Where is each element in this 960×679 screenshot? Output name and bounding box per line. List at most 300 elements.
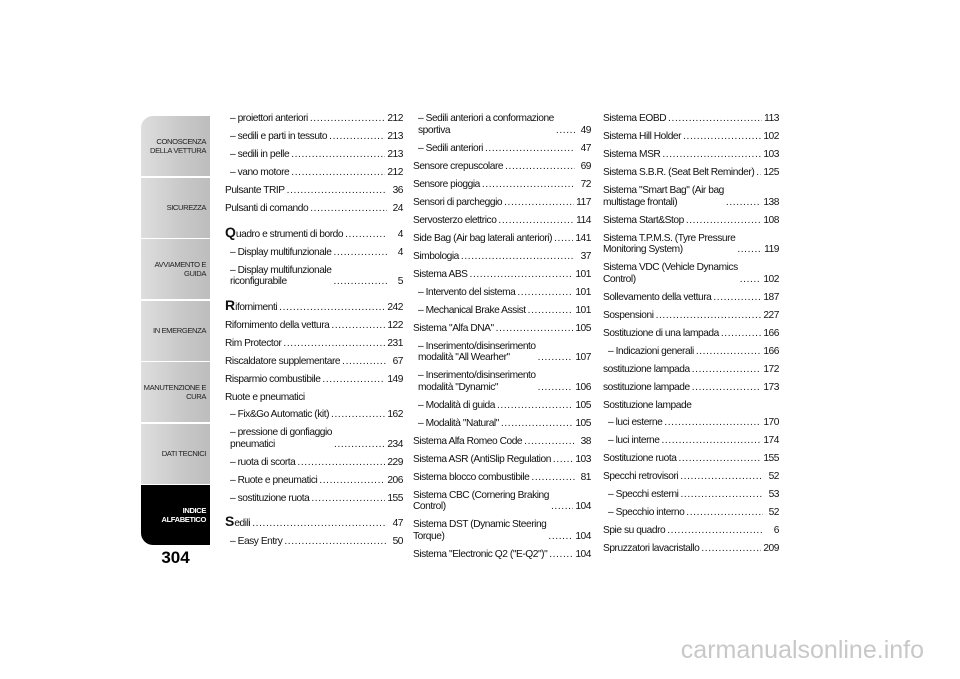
entry-label [413,323,494,335]
entry-page: 69 [580,160,591,172]
entry-page: 166 [763,345,779,357]
entry-page: 149 [387,373,403,385]
entry-page: 105 [575,322,591,334]
dot-leader [538,352,574,364]
entry-text: Side Bag (Air bag laterali anteriori) [413,232,553,244]
index-entry [225,392,403,404]
entry-page: 227 [763,309,779,321]
entry-page: 138 [763,196,779,208]
entry-page: 213 [387,149,403,160]
entry-text: sostituzione lampade [603,381,690,393]
index-column-2 [413,113,591,567]
index-entry [413,269,591,281]
dot-leader [553,454,573,466]
page-number: 304 [161,548,190,567]
entry-label [603,435,659,447]
dot-leader [538,382,574,394]
dot-leader [528,305,574,317]
dot-leader [554,233,573,245]
index-entry [413,400,591,412]
dot-leader [517,287,573,299]
dot-leader [342,356,387,368]
entry-text: – Fix&Go Automatic (kit) [230,409,330,420]
dot-leader [291,149,385,161]
entry-text: Sistema MSR [603,149,661,160]
entry-page: 242 [387,301,403,313]
index-entry [603,233,779,256]
index-entry [225,536,403,548]
entry-page: 234 [387,438,403,450]
entry-text: Sistema "Electronic Q2 ("E-Q2")" [413,548,548,560]
entry-label [603,382,690,394]
entry-text: Spruzzatori lavacristallo [603,543,700,554]
entry-label [225,185,285,197]
entry-label [603,543,699,555]
entry-label [603,262,738,285]
dot-leader [311,493,385,505]
entry-page: 103 [575,453,591,465]
entry-label [413,472,529,484]
index-entry [603,382,779,394]
entry-label [413,215,496,227]
index-entry [225,247,403,259]
entry-page: 101 [575,268,591,280]
entry-page: 24 [392,203,403,214]
entry-page: 49 [580,124,591,136]
dot-leader [656,310,762,322]
entry-page: 53 [768,489,779,500]
entry-text: Sospensioni [603,309,654,321]
dot-leader [548,531,573,543]
entry-text: Sostituzione ruota [603,453,677,464]
entry-text: – Mechanical Brake Assist [418,304,526,316]
entry-label [225,392,305,404]
entry-page: 117 [576,196,591,208]
section-tab[interactable]: CONOSCENZA DELLA VETTURA [141,116,210,176]
entry-text: Sistema EOBD [603,113,667,124]
dot-leader [756,167,761,179]
index-entry [603,471,779,483]
index-entry [603,185,779,208]
entry-text: – Modalità "Natural" [418,417,499,429]
entry-label [603,328,719,340]
entry-page: 166 [763,327,779,339]
entry-page: 170 [763,417,779,428]
entry-text: – Modalità di guida [418,399,495,411]
dot-leader [664,417,761,429]
entry-text: – sostituzione ruota [230,492,310,504]
index-entry [413,251,591,263]
entry-label [603,400,691,412]
index-entry [225,223,403,241]
entry-label [225,203,308,215]
entry-label [603,417,662,429]
entry-text: – sedili e parti in tessuto [230,131,328,142]
entry-label [413,179,480,191]
entry-page: 104 [575,530,591,542]
entry-page: 213 [387,131,403,142]
section-tab[interactable]: SICUREZZA [141,178,210,238]
index-entry [413,370,591,393]
index-entry [603,364,779,376]
entry-text: – luci esterne [608,417,663,428]
entry-text: Sistema Hill Holder [603,131,682,142]
entry-text: – Display multifunzionale [230,246,332,258]
entry-label [413,233,552,245]
entry-label [225,296,278,314]
entry-page: 38 [580,435,591,447]
entry-label [225,247,331,259]
dot-leader [322,374,385,386]
dot-leader [331,320,385,332]
entry-label [225,374,320,386]
dot-leader [461,251,575,263]
entry-label [603,113,666,125]
entry-page: 122 [387,319,403,331]
entry-label [603,346,694,358]
dot-leader [505,161,575,173]
entry-text: – vano motore [230,167,290,178]
entry-label [603,364,690,376]
index-entry [603,453,779,465]
index-entry [603,310,779,322]
index-entry [603,262,779,285]
entry-page: 102 [763,131,779,142]
entry-label [603,489,679,501]
entry-label [413,549,547,561]
entry-page: 107 [575,352,591,363]
entry-label [413,269,468,281]
index-entry [413,436,591,448]
dot-leader [297,457,385,469]
index-entry [225,374,403,386]
index-entry [225,296,403,314]
entry-label [413,287,515,299]
initial-letter: Q [225,223,236,240]
dot-leader [485,143,575,155]
index-entry [225,131,403,143]
dot-leader [310,203,387,215]
entry-page: 50 [392,536,403,547]
section-tab[interactable]: INDICE ALFABETICO [141,485,210,545]
entry-page: 105 [575,399,591,411]
entry-page: 106 [575,381,591,393]
dot-leader [334,439,385,451]
entry-text: Ruote e pneumatici [225,391,305,403]
dot-leader [686,215,762,227]
entry-label [225,131,327,143]
entry-label [413,305,526,317]
entry-label [603,185,724,208]
dot-leader [661,435,761,447]
entry-label [413,161,503,173]
dot-leader [531,472,575,484]
entry-text: – Ruote e pneumatici [230,474,318,486]
entry-text: Sollevamento della vettura [603,291,712,303]
entry-text: Sistema blocco combustibile [413,471,530,483]
entry-label [413,400,495,412]
entry-page: 52 [768,471,779,482]
entry-label [603,167,754,179]
initial-letter: R [225,296,236,313]
entry-page: 103 [763,149,779,160]
index-entry [225,113,403,125]
index-entry [413,143,591,155]
dot-leader [680,471,763,483]
dot-leader [549,549,573,561]
index-entry [225,493,403,505]
entry-text: Sensori di parcheggio [413,196,503,208]
entry-page: 174 [763,435,779,446]
index-entry [413,233,591,245]
entry-text: Sistema Alfa Romeo Code [413,435,523,447]
entry-label [225,493,309,505]
entry-page: 67 [392,355,403,367]
index-entry [413,549,591,561]
entry-page: 102 [763,273,779,285]
entry-page: 187 [763,291,779,303]
index-entry [413,323,591,335]
entry-text: Sistema S.B.R. (Seat Belt Reminder) [603,167,755,178]
entry-label [603,453,676,465]
entry-label [225,356,340,368]
entry-text: – Sedili anteriori [418,142,483,154]
dot-leader [681,489,764,501]
section-tab[interactable]: IN EMERGENZA [141,301,210,361]
index-entry [225,320,403,332]
entry-text: Sensore crepuscolare [413,160,504,172]
index-entry [225,203,403,215]
entry-label [603,471,678,483]
dot-leader [701,543,761,555]
entry-page: 104 [575,501,591,512]
entry-label [225,536,282,548]
entry-page: 105 [575,417,591,429]
index-entry [225,427,403,450]
entry-page: 101 [575,304,591,316]
dot-leader [551,501,573,513]
dot-leader [678,453,761,465]
index-entry [413,305,591,317]
entry-page: 119 [764,244,779,255]
entry-page: 6 [773,525,779,536]
index-entry [413,215,591,227]
entry-label [603,292,711,304]
index-entry [225,338,403,350]
entry-text: sostituzione lampada [603,363,690,375]
dot-leader [310,113,385,125]
entry-text: – Easy Entry [230,536,283,547]
entry-label [413,143,483,155]
index-entry [413,490,591,513]
entry-page: 212 [387,167,403,178]
dot-leader [482,179,575,191]
entry-text: Sostituzione lampade [603,399,692,411]
entry-text: – proiettori anteriori [230,113,308,124]
index-entry [603,507,779,519]
entry-text: Simbologia [413,250,459,262]
entry-text: Specchi retrovisori [603,471,679,482]
entry-label [225,409,329,421]
entry-page: 104 [575,548,591,560]
entry-text: Riscaldatore supplementare [225,355,341,367]
entry-label [225,113,308,125]
entry-page: 113 [764,113,779,124]
dot-leader [501,418,573,430]
index-entry [603,328,779,340]
index-entry [225,265,403,288]
entry-text: ifornimenti [235,301,278,313]
index-entry [413,418,591,430]
entry-page: 72 [580,178,591,190]
dot-leader [287,185,387,197]
index-entry [413,454,591,466]
dot-leader [470,269,574,281]
entry-text: Sistema "Smart Bag" (Air bag multistage frontali) [603,185,724,208]
entry-page: 52 [768,507,779,518]
entry-page: 206 [387,474,403,486]
entry-label [603,525,665,537]
index-entry [225,513,403,530]
entry-text: Sistema DST (Dynamic Steering Torque) [413,519,547,542]
initial-letter: S [225,513,235,529]
index-entry [413,519,591,542]
dot-leader [329,131,385,143]
entry-label [225,223,344,241]
entry-label [413,370,536,393]
entry-label [225,265,331,288]
dot-leader [333,247,387,259]
entry-text: – Intervento del sistema [418,286,516,298]
entry-text: Sistema VDC (Vehicle Dynamics Control) [603,262,738,285]
dot-leader [686,507,763,519]
entry-label [603,507,684,519]
dot-leader [667,525,763,537]
entry-text: – pressione di gonfiaggio pneumatici [230,427,333,450]
entry-text: Spie su quadro [603,525,666,536]
entry-page: 114 [576,214,591,226]
entry-text: Rim Protector [225,337,282,349]
entry-label [413,436,522,448]
dot-leader [252,518,387,530]
index-entry [603,131,779,143]
entry-label [413,197,502,209]
entry-label [603,233,735,256]
section-tab[interactable]: MANUTENZIONE E CURA [141,362,210,422]
entry-label [603,149,660,161]
entry-label [413,113,554,136]
entry-label [225,149,289,161]
dot-leader [331,409,385,421]
entry-text: edili [234,518,251,529]
entry-page: 231 [387,337,403,349]
index-entry [225,167,403,179]
entry-page: 212 [387,113,403,124]
dot-leader [556,125,575,137]
section-tab[interactable]: AVVIAMENTO E GUIDA [141,239,210,299]
index-entry [225,149,403,161]
dot-leader [668,113,762,125]
watermark: carmanualsonline.info [680,636,924,664]
entry-label [603,215,684,227]
entry-text: Rifornimento della vettura [225,319,330,331]
entry-text: Sistema "Alfa DNA" [413,322,494,334]
entry-page: 155 [763,453,779,464]
dot-leader [692,364,762,376]
entry-page: 47 [392,518,403,529]
entry-text: – Specchi esterni [608,489,679,500]
index-entry [413,472,591,484]
dot-leader [279,302,385,314]
index-entry [413,113,591,136]
entry-label [603,310,654,322]
index-entry [225,356,403,368]
dot-leader [283,338,385,350]
entry-text: uadro e strumenti di bordo [235,228,344,240]
dot-leader [662,149,761,161]
entry-label [413,454,551,466]
dot-leader [284,536,387,548]
entry-page: 101 [575,286,591,298]
entry-page: 155 [387,492,403,504]
dot-leader [319,475,385,487]
entry-text: Pulsante TRIP [225,185,285,196]
section-tab[interactable]: DATI TECNICI [141,424,210,484]
entry-text: – Specchio interno [608,507,685,518]
entry-text: Sistema T.P.M.S. (Tyre Pressure Monitoring System) [603,232,736,255]
section-tabs [141,116,210,547]
entry-text: Sistema CBC (Cornering Braking Control) [413,489,549,512]
index-entry [225,475,403,487]
entry-page: 36 [392,185,403,196]
entry-label [225,513,251,530]
dot-leader [345,229,387,241]
dot-leader [504,197,574,209]
entry-text: – Display multifunzionale riconfigurabile [230,264,332,287]
entry-page: 229 [387,456,403,468]
entry-label [413,519,546,542]
entry-label [225,457,295,469]
dot-leader [497,400,573,412]
entry-text: – Inserimento/disinserimento modalità "All Wearher" [418,340,536,363]
entry-page: 4 [397,228,403,240]
entry-text: Servosterzo elettrico [413,214,497,226]
entry-label [225,427,332,450]
entry-label [225,338,281,350]
index-entry [413,179,591,191]
index-entry [225,409,403,421]
entry-label [225,475,317,487]
entry-text: Risparmio combustibile [225,373,321,385]
entry-label [413,251,459,263]
index-entry [413,287,591,299]
dot-leader [737,244,762,256]
entry-text: – sedili in pelle [230,149,290,160]
entry-page: 141 [575,232,591,244]
index-entry [225,185,403,197]
entry-page: 162 [387,409,403,420]
entry-page: 81 [580,471,591,483]
entry-page: 125 [763,167,779,178]
index-entry [413,197,591,209]
dot-leader [683,131,761,143]
index-column-3 [603,113,779,561]
index-entry [603,435,779,447]
entry-page: 4 [397,246,403,258]
entry-text: Sensore pioggia [413,178,480,190]
entry-text: Sistema ABS [413,268,468,280]
entry-text: – Sedili anteriori a conformazione sportiva [418,113,554,136]
